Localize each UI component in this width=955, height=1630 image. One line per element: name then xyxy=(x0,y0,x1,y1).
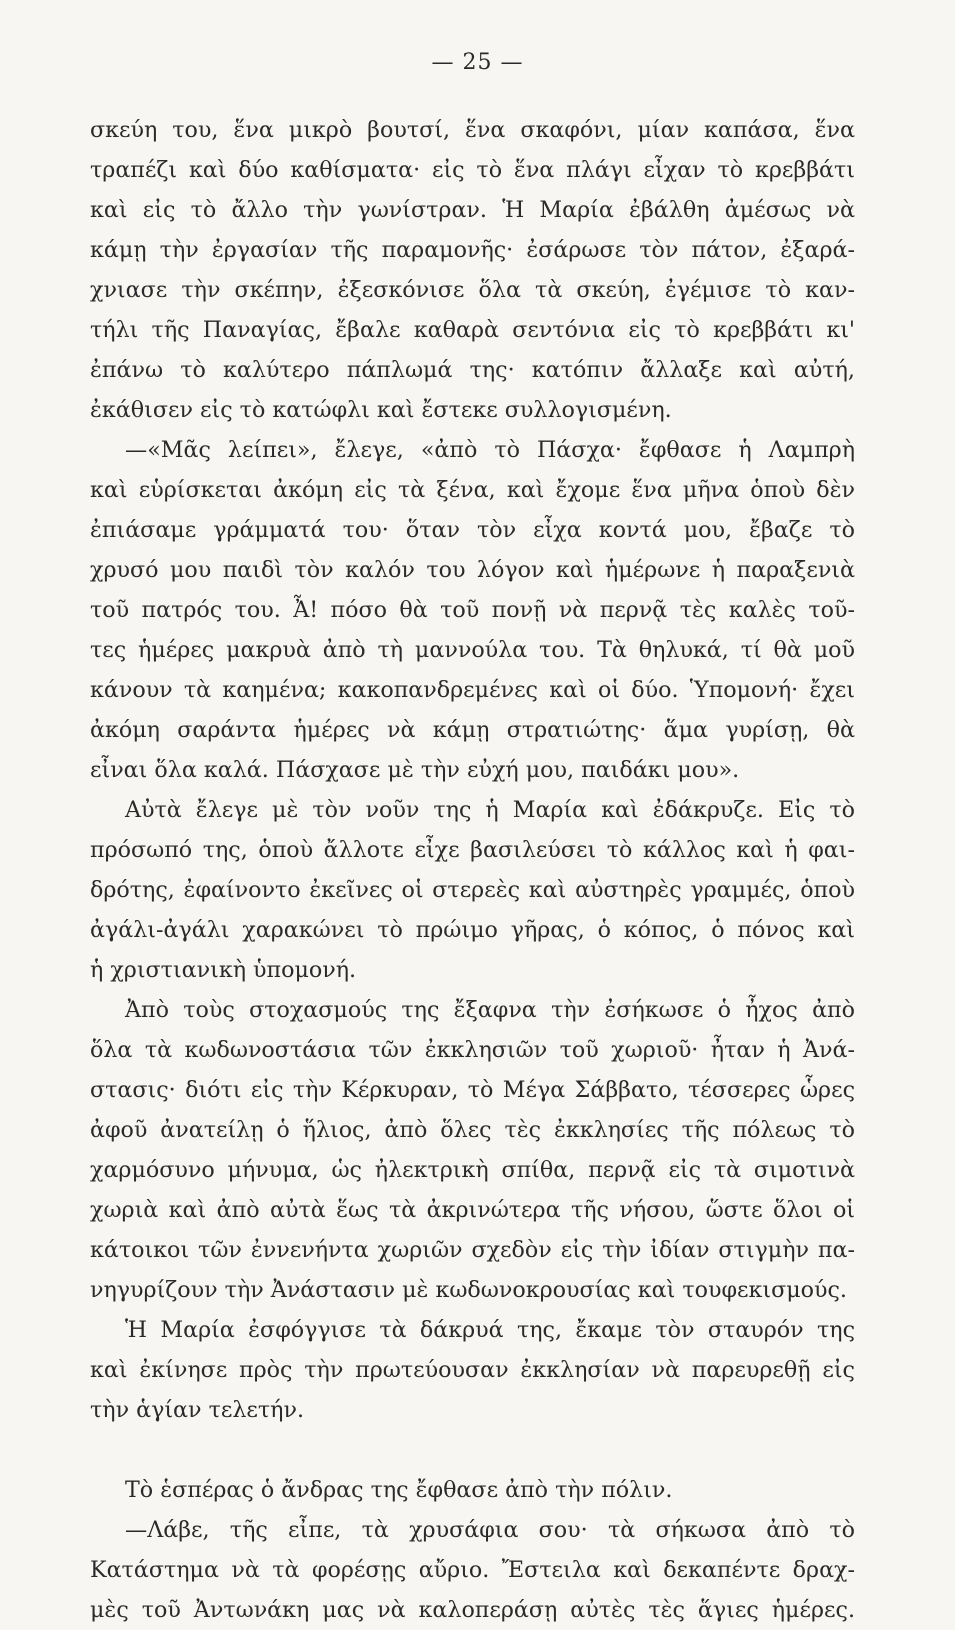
text-line: Τὸ ἑσπέρας ὁ ἄνδρας της ἔφθασε ἀπὸ τὴν πόλιν. xyxy=(125,1477,673,1503)
text-line: κάνουν τὰ καημένα; κακοπανδρεμένες καὶ οἱ δύο. Ὑπομονή· ἔχει xyxy=(90,677,855,703)
page-number: — 25 — xyxy=(431,50,524,75)
text-line: ἐπάνω τὸ καλύτερο πάπλωμά της· κατόπιν ἄλλαξε καὶ αὐτή, xyxy=(90,357,855,383)
text-line: Αὐτὰ ἔλεγε μὲ τὸν νοῦν της ἡ Μαρία καὶ ἐδάκρυζε. Εἰς τὸ xyxy=(125,797,855,823)
text-line: Ἡ Μαρία ἐσφόγγισε τὰ δάκρυά της, ἔκαμε τὸν σταυρόν της xyxy=(125,1317,855,1343)
text-line: χνιασε τὴν σκέπην, ἐξεσκόνισε ὅλα τὰ σκεύη, ἐγέμισε τὸ καν- xyxy=(90,277,855,303)
text-line: —Λάβε, τῆς εἶπε, τὰ χρυσάφια σου· τὰ σήκωσα ἀπὸ τὸ xyxy=(125,1517,855,1543)
text-line: Κατάστημα νὰ τὰ φορέσῃς αὔριο. Ἔστειλα καὶ δεκαπέντε δραχ- xyxy=(90,1557,855,1583)
text-line: εἶναι ὅλα καλά. Πάσχασε μὲ τὴν εὐχή μου, παιδάκι μου». xyxy=(90,757,740,783)
text-line: σκεύη του, ἕνα μικρὸ βουτσί, ἕνα σκαφόνι, μίαν καπάσα, ἕνα xyxy=(90,117,855,143)
text-line: χωριὰ καὶ ἀπὸ αὐτὰ ἕως τὰ ἀκρινώτερα τῆς νήσου, ὥστε ὅλοι οἱ xyxy=(90,1197,855,1223)
text-line: καὶ εὑρίσκεται ἀκόμη εἰς τὰ ξένα, καὶ ἔχομε ἕνα μῆνα ὁποὺ δὲν xyxy=(90,477,855,503)
text-line: τοῦ πατρός του. Ἆ! πόσο θὰ τοῦ πονῇ νὰ περνᾷ τὲς καλὲς τοῦ- xyxy=(90,597,855,623)
text-line: δρότης, ἐφαίνοντο ἐκεῖνες οἱ στερεὲς καὶ αὐστηρὲς γραμμές, ὁποὺ xyxy=(90,877,855,903)
text-line: ὅλα τὰ κωδωνοστάσια τῶν ἐκκλησιῶν τοῦ χωριοῦ· ἦταν ἡ Ἀνά- xyxy=(90,1037,855,1063)
text-line: κάτοικοι τῶν ἐννενήντα χωριῶν σχεδὸν εἰς τὴν ἰδίαν στιγμὴν πα- xyxy=(90,1237,855,1263)
text-line: μὲς τοῦ Ἀντωνάκη μας νὰ καλοπεράσῃ αὐτὲς τὲς ἅγιες ἡμέρες. xyxy=(90,1597,855,1623)
text-line: τες ἡμέρες μακρυὰ ἀπὸ τὴ μαννούλα του. Τὰ θηλυκά, τί θὰ μοῦ xyxy=(90,637,855,663)
text-line: πρόσωπό της, ὁποὺ ἄλλοτε εἶχε βασιλεύσει τὸ κάλλος καὶ ἡ φαι- xyxy=(90,837,855,863)
text-line: —«Μᾶς λείπει», ἔλεγε, «ἀπὸ τὸ Πάσχα· ἔφθασε ἡ Λαμπρὴ xyxy=(125,437,855,463)
text-line: ἀφοῦ ἀνατείλῃ ὁ ἥλιος, ἀπὸ ὅλες τὲς ἐκκλησίες τῆς πόλεως τὸ xyxy=(90,1117,855,1143)
body-text xyxy=(90,110,855,1630)
text-line: νηγυρίζουν τὴν Ἀνάστασιν μὲ κωδωνοκρουσίας καὶ τουφεκισμούς. xyxy=(90,1277,847,1303)
text-line: χρυσό μου παιδὶ τὸν καλόν του λόγον καὶ ἡμέρωνε ἡ παραξενιὰ xyxy=(90,557,855,583)
text-line: στασις· διότι εἰς τὴν Κέρκυραν, τὸ Μέγα Σάββατο, τέσσερες ὧρες xyxy=(90,1077,855,1103)
text-line: ἐπιάσαμε γράμματά του· ὅταν τὸν εἶχα κοντά μου, ἔβαζε τὸ xyxy=(90,517,855,543)
text-line: Ἀπὸ τοὺς στοχασμούς της ἔξαφνα τὴν ἐσήκωσε ὁ ἦχος ἀπὸ xyxy=(125,997,855,1023)
text-line: καὶ εἰς τὸ ἄλλο τὴν γωνίστραν. Ἡ Μαρία ἐβάλθη ἀμέσως νὰ xyxy=(90,197,855,223)
text-line: τὴν ἁγίαν τελετήν. xyxy=(90,1397,305,1423)
text-line: κάμῃ τὴν ἐργασίαν τῆς παραμονῆς· ἐσάρωσε τὸν πάτον, ἐξαρά- xyxy=(90,237,855,263)
text-line: χαρμόσυνο μήνυμα, ὡς ἠλεκτρικὴ σπίθα, περνᾷ εἰς τὰ σιμοτινὰ xyxy=(90,1157,855,1183)
text-line: τραπέζι καὶ δύο καθίσματα· εἰς τὸ ἕνα πλάγι εἶχαν τὸ κρεββάτι xyxy=(90,157,855,183)
text-line: ἀκόμη σαράντα ἡμέρες νὰ κάμῃ στρατιώτης· ἅμα γυρίσῃ, θὰ xyxy=(90,717,855,743)
text-line: ἀγάλι-ἀγάλι χαρακώνει τὸ πρώιμο γῆρας, ὁ κόπος, ὁ πόνος καὶ xyxy=(90,917,855,943)
text-line: ἡ χριστιανικὴ ὑπομονή. xyxy=(90,957,357,983)
text-line: ἐκάθισεν εἰς τὸ κατώφλι καὶ ἔστεκε συλλογισμένη. xyxy=(90,397,672,423)
text-line: τήλι τῆς Παναγίας, ἔβαλε καθαρὰ σεντόνια εἰς τὸ κρεββάτι κι' xyxy=(90,317,855,343)
text-line: καὶ ἐκίνησε πρὸς τὴν πρωτεύουσαν ἐκκλησίαν νὰ παρευρεθῇ εἰς xyxy=(90,1357,855,1383)
